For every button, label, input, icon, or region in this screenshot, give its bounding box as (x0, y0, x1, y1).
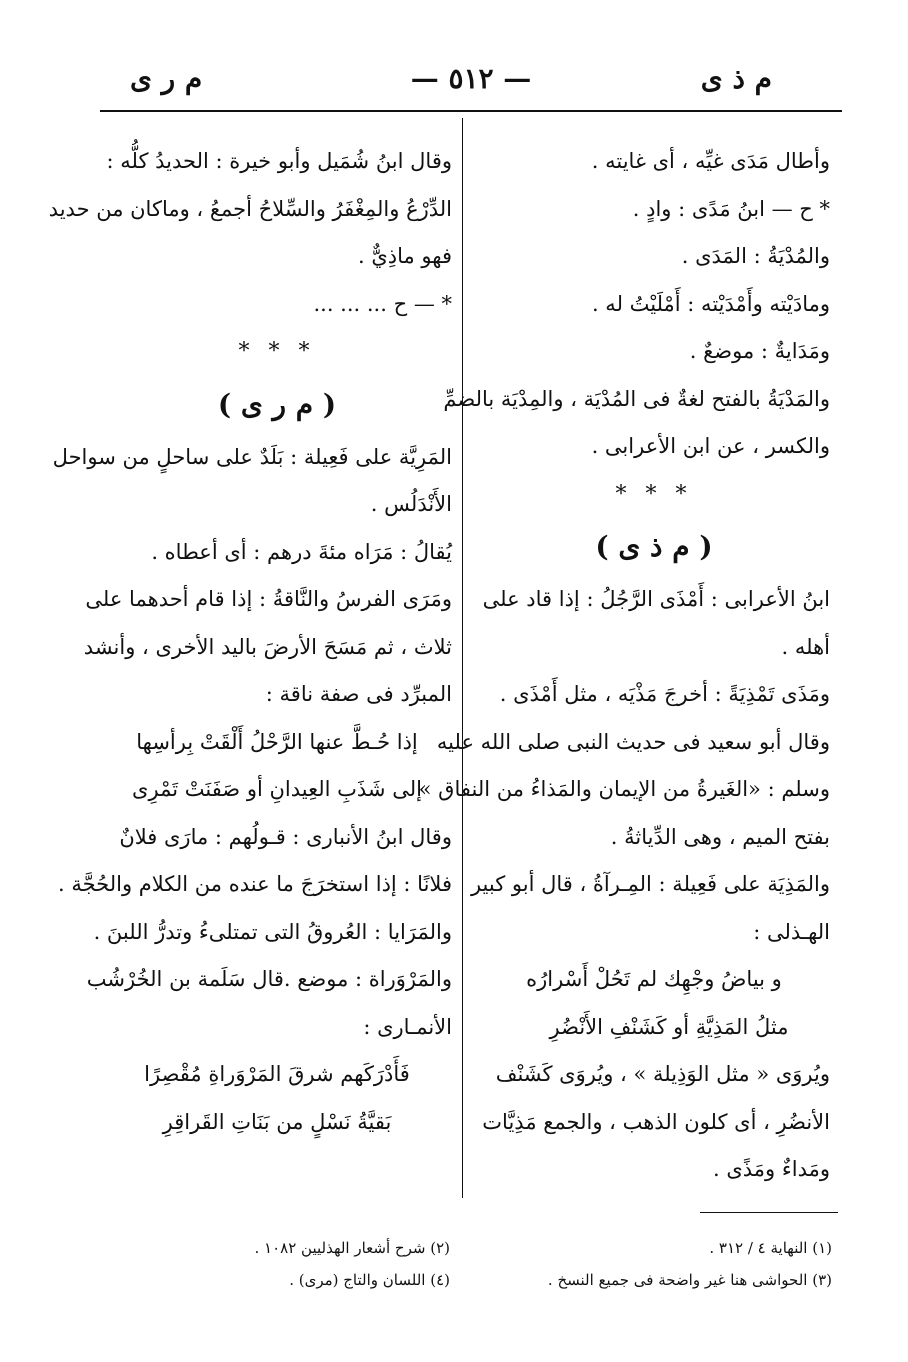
column-divider (462, 118, 463, 1198)
verse-line: إذا حُـطَّ عنها الرَّحْلُ أَلْقَتْ بِرأسِها (136, 729, 418, 754)
text-line: وقال أبو سعيد فى حديث النبى صلى الله عليه (436, 729, 830, 754)
verse-line: و بياضُ وجْهِك لم تَحُلْ أَسْرارُه (526, 967, 782, 991)
text-line: ثلاث ، ثم مَسَحَ الأرضَ باليد الأخرى ، وأنشد (83, 634, 452, 659)
verse-line: فَأَدْرَكَهم شرقَ المَرْوَراةِ مُقْصِرًا (144, 1062, 410, 1086)
text-line: ومَداءٌ ومَذًى . (713, 1157, 830, 1181)
page-number: — ٥١٢ — (410, 62, 532, 95)
text-line: وأطال مَدَى غيِّه ، أى غايته . (591, 149, 830, 173)
text-line: وقال ابنُ الأنبارى : قـولُهم : مارَى فلانٌ (119, 824, 452, 849)
text-line: بفتح الميم ، وهى الدِّياثةُ . (610, 824, 830, 849)
footnote: (٣) الحواشى هنا غير واضحة فى جميع النسخ . (547, 1271, 832, 1289)
header-root-left: م ر ى (130, 62, 203, 95)
verse-line: بَقيَّةُ نَسْلٍ من بَنَاتِ القَراقِرِ (162, 1109, 392, 1134)
text-line: والمُدْيَةُ : المَدَى . (681, 244, 830, 268)
text-line: والمَدْيَةُ بالفتح لغةٌ فى المُدْيَة ، والمِدْيَة بالضمِّ (443, 386, 830, 411)
text-line: يُقالُ : مَرَاه مئةَ درهم : أى أعطاه . (151, 539, 452, 564)
text-line: والمَرْوَراة : موضع .قال سَلَمة بن الخُرْشُب (86, 967, 452, 991)
text-line: ومادَيْته وأَمْدَيْته : أَمْلَيْتُ له . (591, 291, 830, 316)
section-title-mry: ( م ر ى ) (217, 387, 337, 421)
text-line: المبرِّد فى صفة ناقة : (265, 682, 452, 706)
section-separator: * * * (238, 339, 316, 364)
text-line: الأَنْدَلُس . (370, 492, 452, 516)
text-line: وقال ابنُ شُمَيل وأبو خيرة : الحديدُ كلُّه : (106, 149, 452, 173)
text-line: والمَذِيَة على فَعِيلة : المِـرآةُ ، قال أبو كبير (470, 872, 830, 896)
left-column (48, 138, 452, 1146)
text-line: أهله . (781, 634, 830, 659)
text-line: والمَرَايا : العُروقُ التى تمتلىءُ وتدرُّ اللبنَ . (93, 919, 452, 944)
text-line: ومَرَى الفرسُ والنَّاقةُ : إذا قام أحدهما على (85, 587, 452, 611)
section-separator: * * * (615, 481, 693, 507)
footnote: (٢) شرح أشعار الهذليين ١٠٨٢ . (254, 1239, 450, 1257)
footnotes-left (150, 1232, 450, 1296)
footnote: (٤) اللسان والتاج (مرى) . (289, 1271, 450, 1289)
text-line: فلانًا : إذا استخرَجَ ما عنده من الكلام والحُجَّة . (57, 872, 452, 896)
right-column (418, 138, 830, 1194)
verse-line: مثلُ المَذِيَّةِ أو كَشَنْفِ الأَنْضُرِ (549, 1014, 789, 1039)
text-line: الهـذلى : (753, 919, 830, 944)
header-rule (100, 110, 842, 112)
footnotes-right (500, 1232, 832, 1296)
footnote-rule (700, 1212, 838, 1213)
text-line: الأنضُرِ ، أى كلون الذهب ، والجمع مَذِيَّات (482, 1109, 830, 1134)
section-title-mdhy: ( م ذ ى ) (595, 530, 713, 563)
text-line: فهو ماذِيٌّ . (357, 244, 452, 268)
text-line: والكسر ، عن ابن الأعرابى . (591, 434, 830, 458)
verse-line: إلى شَذَبِ العِيدانِ أو صَفَنَتْ تَمْرِى (132, 777, 422, 801)
text-line: الأنمـارى : (363, 1014, 452, 1039)
text-line: * ح — ابنُ مَدًى : وادٍ . (632, 196, 830, 221)
text-line: وسلم : «الغَيرةُ من الإيمان والمَذاءُ من النفاق » (418, 777, 830, 801)
text-line: ويُروَى « مثل الوَذِيلة » ، ويُروَى كَشَنْف (495, 1062, 830, 1086)
text-line: ابنُ الأعرابى : أَمْذَى الرَّجُلُ : إذا قاد على (482, 587, 830, 611)
text-line: ومَذَى تَمْذِيَةً : أخرجَ مَذْيَه ، مثل أَمْذَى . (499, 682, 830, 706)
text-line: ومَدَايةٌ : موضعٌ . (689, 339, 830, 363)
page-header (100, 62, 842, 102)
footnote: (١) النهاية ٤ / ٣١٢ . (709, 1239, 832, 1257)
text-line: * — ح ... ... ... (313, 291, 452, 316)
text-line: المَرِيَّة على فَعِيلة : بَلَدٌ على ساحلٍ من سواحل (52, 444, 452, 469)
header-root-right: م ذ ى (700, 62, 772, 95)
text-line: الدِّرْعُ والمِغْفَرُ والسِّلاحُ أجمعُ ، وماكان من حديد (48, 196, 452, 221)
